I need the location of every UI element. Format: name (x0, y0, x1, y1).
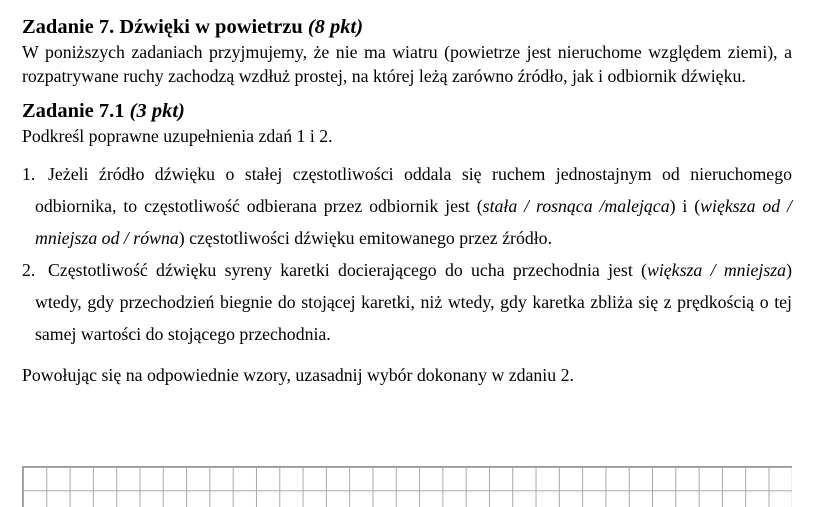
justification-prompt: Powołując się na odpowiednie wzory, uzasadnij wybór dokonany w zdaniu 2. (22, 365, 574, 385)
question-1 (22, 158, 792, 254)
question-1-number: 1. (22, 164, 36, 184)
task-title (22, 14, 792, 40)
question-2 (22, 254, 792, 350)
question-1-part-b: ) i ( (669, 196, 701, 216)
question-2-part-a: Częstotliwość dźwięku syreny karetki docierającego do ucha przechodnia jest ( (48, 260, 647, 280)
task-title-text: Zadanie 7. Dźwięki w powietrzu (22, 16, 303, 38)
subtask-instruction: Podkreśl poprawne uzupełnienia zdań 1 i 2. (22, 126, 333, 146)
question-2-text (35, 260, 792, 344)
question-list (22, 158, 792, 350)
question-1-options-a[interactable]: stała / rosnąca /malejąca (482, 196, 670, 216)
question-2-options-a[interactable]: większa / mniejsza (646, 260, 787, 280)
subtask-title-text: Zadanie 7.1 (22, 100, 125, 122)
task-points: (8 pkt) (307, 16, 364, 38)
task-intro: W poniższych zadaniach przyjmujemy, że nie ma wiatru (powietrze jest nieruchome względem ziemi), a rozpatrywane ruchy zachodzą wzdłuż prostej, na której leżą zarówno źródło, jak i odbiornik dźwięku. (22, 42, 792, 86)
question-1-part-c: ) częstotliwości dźwięku emitowanego przez źródło. (178, 228, 553, 248)
exam-page (22, 14, 792, 387)
subtask-title (22, 98, 792, 124)
question-2-number: 2. (22, 260, 36, 280)
subtask-points: (3 pkt) (129, 100, 185, 122)
question-1-options-b[interactable]: większa od / mniejsza od / równa (35, 196, 792, 248)
question-1-text (35, 164, 792, 248)
question-2-part-b: ) wtedy, gdy przechodzień biegnie do stojącej karetki, niż wtedy, gdy karetka zbliża się z prędkością o tej samej wartości do stojącego przechodnia. (35, 260, 792, 344)
question-1-part-a: Jeżeli źródło dźwięku o stałej częstotliwości oddala się ruchem jednostajnym od nieruchomego odbiornika, to częstotliwość odbierana przez odbiornik jest ( (35, 164, 792, 216)
answer-grid[interactable] (22, 466, 792, 507)
